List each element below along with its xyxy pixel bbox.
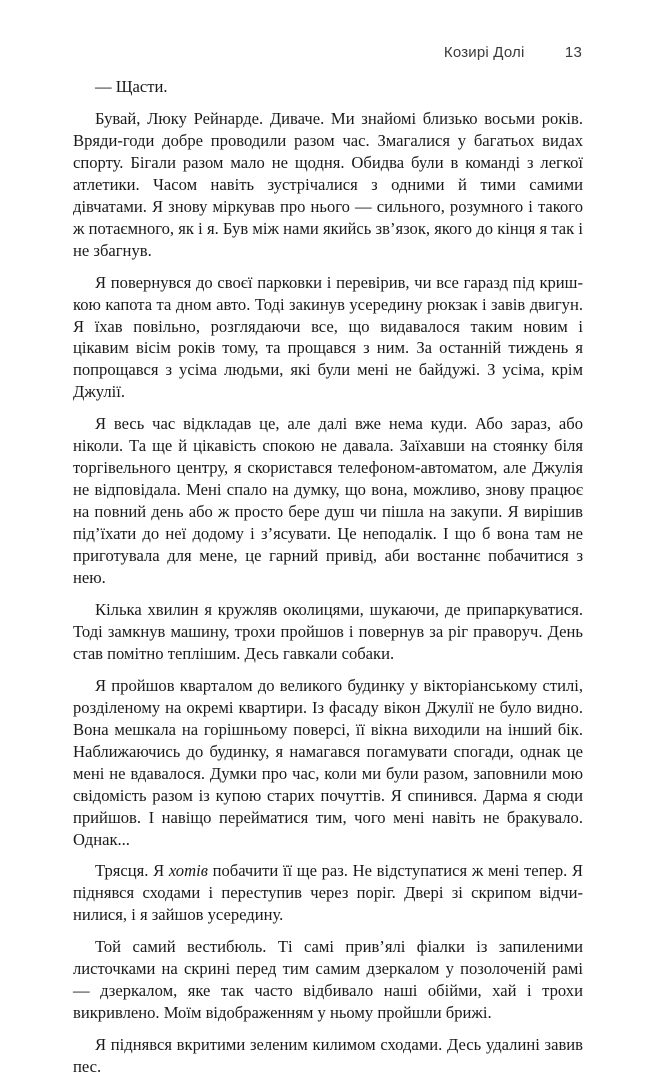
paragraph-3: Я повернувся до своєї парковки і перевірив, чи все гаразд під кришкою капота та дном авто. Тоді закинув усередину рюкзак і завів двигун. Я їхав повільно, розглядаючи все, що видавалося таким новим і цікавим вісім років тому, та прощався з ним. За останній тиждень я попрощався з усіма людьми, які були мені не байдужі. З усіма, крім Джулії. [73,272,583,402]
paragraph-5: Кілька хвилин я кружляв околицями, шукаючи, де припаркуватися. Тоді замкнув машину, трохи пройшов і повернув за ріг праворуч. День став помітно теплішим. Десь гавкали собаки. [73,599,583,663]
paragraph-7 [73,860,583,926]
paragraph-8: Той самий вестибюль. Ті самі прив’ялі фіалки із запиленими листочками на скрині перед тим самим дзеркалом у позолоченій рамі — дзеркалом, яке так часто відбивало наші обійми, хай і трохи викривлено. Моїм відображенням у ньому пройшли брижі. [73,937,583,1023]
paragraph-6: Я пройшов кварталом до великого будинку у вікторіанському стилі, розділеному на окремі квартири. Із фасаду вікон Джулії не було видно. Вона мешкала на горішньому поверсі, її вікна виходили на інший бік. Наближаючись до будинку, я намагався погамувати спогади, однак це мені не вдавалося. Думки про час, коли ми були разом, заповнили мою свідомість разом із купою старих почуттів. Я спинився. Дарма я сюди прийшов. І навіщо перейматися тим, чого мені навіть не бракувало. Однак... [73,675,583,849]
paragraph-1: — Щасти. [95,77,168,96]
paragraph-7-end: побачити її ще раз. Не відступатися ж мені тепер. Я піднявся сходами і переступив через поріг. Двері зі скрипом відчинилися, і я зайшов усередину. [73,861,584,925]
paragraph-7-emphasis: хотів [168,861,208,881]
paragraph-9: Я піднявся вкритими зеленим килимом сходами. Десь удалині завив пес. [73,1035,583,1077]
paragraph-2: Бувай, Люку Рейнарде. Диваче. Ми знайомі близько восьми років. Вряди-годи добре проводили разом час. Змагалися у багатьох видах спорту. Бігали разом мало не щодня. Обидва були в команді з легкої атлетики. Часом навіть зустрічалися з одними й тими самими дівчатами. Я знову міркував про нього — сильного, розумного і такого ж потаємного, як і я. Був між нами якийсь зв’язок, якого до кінця я так і не збагнув. [73,108,583,260]
running-head [444,44,582,61]
body-text [73,76,583,1088]
page-number: 13 [564,44,582,61]
paragraph-4: Я весь час відкладав це, але далі вже нема куди. Або зараз, або ніколи. Та ще й цікавість спокою не давала. Заїхавши на стоянку біля торгівельного центру, я скористався телефоном-автоматом, але Джулія не відповідала. Мені спало на думку, що вона, можливо, знову працює на повний день або ж просто бере душ чи пішла на закупи. Я вирішив під’їхати до неї додому і з’ясувати. Це неподалік. І що б вона там не приготувала для мене, це гарний привід, аби востаннє побачитися з нею. [73,414,583,588]
running-head-title: Козирі Долі [443,44,525,61]
paragraph-7-start: Трясця. Я [95,861,169,881]
